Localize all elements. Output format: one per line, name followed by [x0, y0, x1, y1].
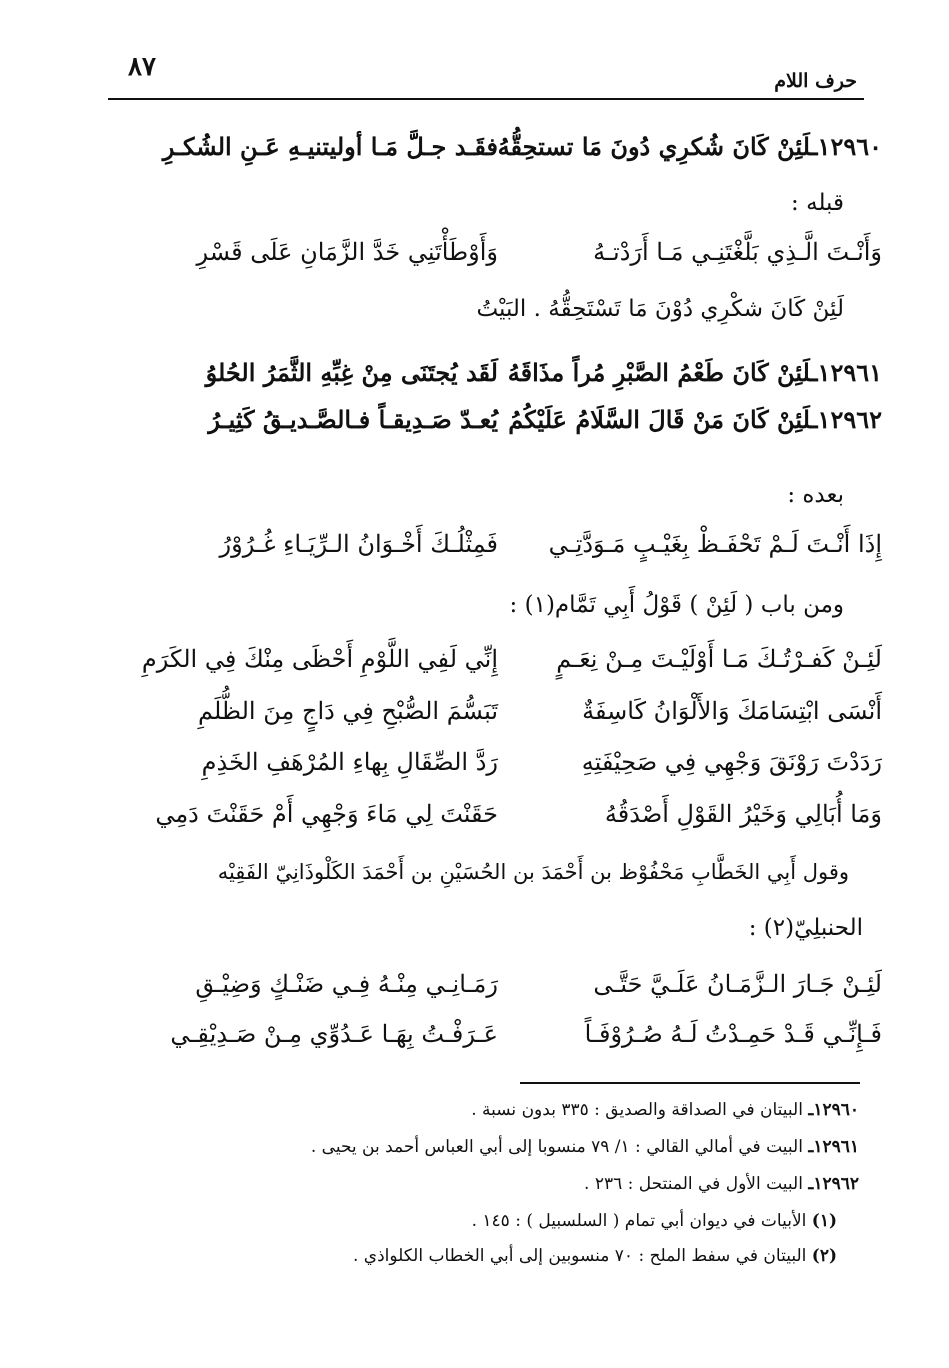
verse-12961: [118, 358, 882, 402]
prose-line: الحنبلِيّ(٢) :: [748, 915, 863, 941]
verse-second-hemistich: عَـرَفْـتُ بِهَـا عَـدُوِّي مِـنْ صَـدِيْقِـي: [170, 1020, 498, 1048]
verse-line: [118, 1020, 882, 1064]
footnote-number: (١): [811, 1211, 837, 1231]
verse-first-hemistich: ١٢٩٦١ـلَئِنْ كَانَ طَعْمُ الصَّبْرِ مُراً مذَاقَهُ: [507, 358, 882, 387]
verse-line: [118, 970, 882, 1014]
verse-second-hemistich: رَدَّ الصِّقَالِ بِهاءِ المُرْهَفِ الخَذِمِ: [201, 748, 498, 776]
prose-line: وقول أَبِي الخَطَّابِ مَحْفُوْظ بن أَحْمَدَ بن الحُسَيْنِ بن أَحْمَدَ الكَلْوذَانِيّ الفَقِيْه: [217, 860, 849, 884]
verse-first-hemistich: وَمَا أُبَالِي وَخَيْرُ القَوْلِ أَصْدَقُهُ: [604, 800, 882, 828]
verse-first-hemistich: لَئِـنْ كَفـرْتُـكَ مَـا أَوْلَيْـتَ مِـنْ نِعَـمٍ: [556, 645, 882, 673]
verse-first-hemistich: رَدَدْتَ رَوْنَقَ وَجْهِي فِي صَحِيْفَتِهِ: [581, 748, 882, 776]
prose-line: لَئِنْ كَانَ شكْرِي دُوْنَ مَا تَسْتَحِقُّهُ . البَيْتُ: [476, 296, 844, 322]
verse-12962: [118, 405, 882, 449]
verse-line: [118, 748, 882, 792]
page-number: ٨٧: [128, 52, 156, 82]
footnote: ١٢٩٦٠ـ البيتان في الصداقة والصديق : ٣٣٥ بدون نسبة .: [471, 1100, 859, 1120]
footnote-number: ١٢٩٦١ـ: [808, 1137, 859, 1157]
verse-second-hemistich: رَمَـانِـي مِنْـهُ فِـي ضَنْـكٍ وَضِيْـقِ: [195, 970, 498, 998]
footnote-rule: [520, 1082, 860, 1084]
verse-line: [118, 800, 882, 844]
verse-12960: [118, 132, 882, 176]
verse-second-hemistich: فَمِثْلُـكَ أَخْـوَانُ الـرِّيَـاءِ غُـرُوْرُ: [219, 530, 498, 558]
running-header-title: حرف اللام: [774, 70, 857, 92]
footnote-number: (٢): [811, 1246, 837, 1266]
header-rule: [108, 98, 864, 100]
verse-line: [118, 530, 882, 574]
verse-line: [118, 645, 882, 689]
verse-first-hemistich: أَنْسَى ابْتِسَامَكَ وَالأَلْوَانُ كَاسِفَةٌ: [582, 697, 882, 725]
verse-number: ١٢٩٦١ـ: [810, 358, 882, 387]
verse-first-hemistich: ١٢٩٦٠ـلَئِنْ كَانَ شُكرِي دُونَ مَا تستحِقُّهُ: [497, 132, 882, 161]
verse-number: ١٢٩٦٠ـ: [810, 132, 882, 161]
footnote-number: ١٢٩٦٢ـ: [808, 1174, 859, 1194]
section-label-after: بعده :: [787, 482, 844, 508]
verse-first-hemistich: فَـإِنِّـي قَـدْ حَمِـدْتُ لَـهُ صُـرُوْفَـاً: [584, 1020, 882, 1048]
footnote-number: ١٢٩٦٠ـ: [808, 1100, 859, 1120]
section-label-before: قبله :: [791, 190, 844, 216]
verse-second-hemistich: تَبَسُّمَ الصُّبْحِ فِي دَاجٍ مِنَ الظُّلَمِ: [197, 697, 498, 725]
verse-line: [118, 697, 882, 741]
footnote: ١٢٩٦١ـ البيت في أمالي القالي : ١/ ٧٩ منسوبا إلى أبي العباس أحمد بن يحيى .: [310, 1137, 859, 1157]
verse-second-hemistich: لَقَد يُجتَنَى مِنْ غِبِّهِ الثَّمَرُ الحُلوُ: [205, 358, 498, 387]
verse-second-hemistich: حَقَنْتَ لِي مَاءَ وَجْهِي أَمْ حَقَنْتَ دَمِي: [155, 800, 498, 828]
verse-first-hemistich: وَأَنْـتَ الَّـذِي بَلَّغْتَنِـي مَـا أَرَدْتـهُ: [593, 238, 882, 266]
verse-second-hemistich: وَأَوْطَأْتَنِي خَدَّ الزَّمَانِ عَلَى قَسْرِ: [196, 238, 498, 266]
footnote: (١) الأبيات في ديوان أبي تمام ( السلسبيل ) : ١٤٥ .: [471, 1211, 837, 1231]
footnote: (٢) البيتان في سفط الملح : ٧٠ منسوبين إلى أبي الخطاب الكلواذي .: [352, 1246, 837, 1266]
verse-second-hemistich: يُعـدّ صَـدِيقـاً فـالصَّـديـقُ كَثِيـرُ: [208, 405, 498, 434]
verse-first-hemistich: إِذَا أَنْـتَ لَـمْ تَحْفَـظْ بِغَيْـبٍ مَـوَدَّتِـي: [548, 530, 882, 558]
prose-line: ومن باب ( لَئِنْ ) قَوْلُ أَبِي تَمَّام(١) :: [509, 592, 844, 618]
verse-first-hemistich: لَئِـنْ جَـارَ الـزَّمَـانُ عَلَـيَّ حَتَّـى: [593, 970, 882, 998]
verse-first-hemistich: ١٢٩٦٢ـلَئِنْ كَانَ مَنْ قَالَ السَّلَامُ عَلَيْكُمُ: [508, 405, 882, 434]
verse-second-hemistich: فقَـد جـلَّ مَـا أوليتنيـهِ عَـنِ الشُكـرِ: [162, 132, 498, 161]
verse-second-hemistich: إِنِّي لَفِي اللَّوْمِ أَحْظَى مِنْكَ فِي الكَرَمِ: [141, 645, 498, 673]
verse-line: [118, 238, 882, 282]
verse-number: ١٢٩٦٢ـ: [810, 405, 882, 434]
footnote: ١٢٩٦٢ـ البيت الأول في المنتحل : ٢٣٦ .: [584, 1174, 859, 1194]
